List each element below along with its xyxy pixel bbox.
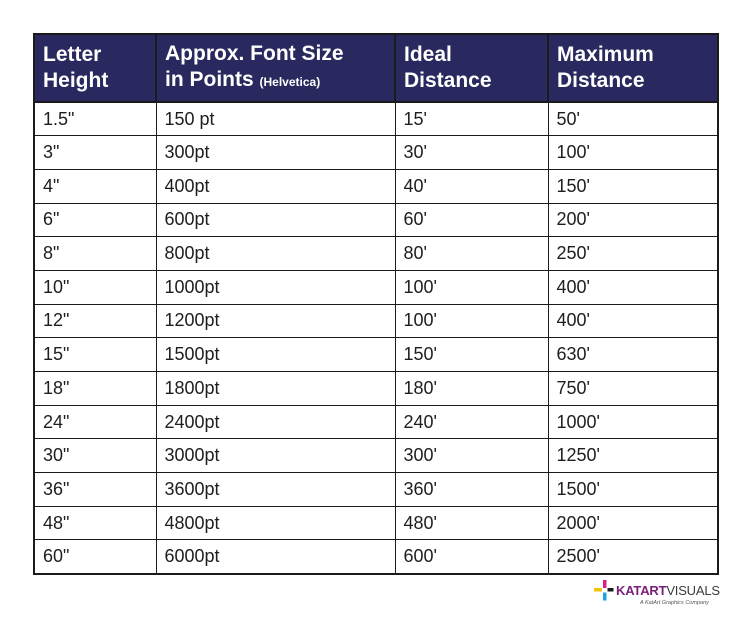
- font-size-cell: 1200pt: [156, 304, 395, 338]
- header-subnote: (Helvetica): [259, 75, 321, 89]
- ideal-distance-cell: 30': [395, 136, 548, 170]
- letter-height-cell: 36": [34, 473, 156, 507]
- maximum-distance-cell: 2000': [548, 506, 718, 540]
- header-line: Approx. Font Size: [165, 42, 344, 65]
- font-size-cell: 600pt: [156, 203, 395, 237]
- maximum-distance-cell: 750': [548, 372, 718, 406]
- logo-wordmark: [616, 584, 720, 598]
- letter-height-cell: 60": [34, 540, 156, 574]
- ideal-distance-cell: 240': [395, 405, 548, 439]
- table-row: [34, 136, 718, 170]
- font-size-distance-chart: [33, 33, 717, 575]
- font-size-cell: 4800pt: [156, 506, 395, 540]
- logo-brand-b: VISUALS: [666, 583, 720, 598]
- ideal-distance-cell: 600': [395, 540, 548, 574]
- font-size-cell: 300pt: [156, 136, 395, 170]
- table-row: [34, 540, 718, 574]
- letter-height-cell: 10": [34, 270, 156, 304]
- logo-brand-a: KATART: [616, 583, 667, 598]
- maximum-distance-cell: 250': [548, 237, 718, 271]
- font-size-cell: 1000pt: [156, 270, 395, 304]
- ideal-distance-cell: 40': [395, 169, 548, 203]
- letter-height-cell: 6": [34, 203, 156, 237]
- header-line: Letter: [43, 43, 102, 66]
- ideal-distance-cell: 15': [395, 102, 548, 136]
- maximum-distance-cell: 100': [548, 136, 718, 170]
- header-line: Distance: [557, 69, 645, 92]
- letter-height-cell: 12": [34, 304, 156, 338]
- table-row: [34, 270, 718, 304]
- header-line: Distance: [404, 69, 492, 92]
- table-header: [34, 34, 718, 102]
- table-row: [34, 102, 718, 136]
- header-maximum-distance: [548, 34, 718, 102]
- maximum-distance-cell: 1250': [548, 439, 718, 473]
- ideal-distance-cell: 100': [395, 304, 548, 338]
- letter-height-cell: 30": [34, 439, 156, 473]
- maximum-distance-cell: 400': [548, 304, 718, 338]
- table-row: [34, 338, 718, 372]
- letter-height-cell: 4": [34, 169, 156, 203]
- ideal-distance-cell: 180': [395, 372, 548, 406]
- ideal-distance-cell: 480': [395, 506, 548, 540]
- letter-height-cell: 15": [34, 338, 156, 372]
- maximum-distance-cell: 50': [548, 102, 718, 136]
- header-line: in Points: [165, 68, 254, 91]
- table-row: [34, 439, 718, 473]
- katart-visuals-logo: [594, 578, 720, 614]
- ideal-distance-cell: 300': [395, 439, 548, 473]
- table-row: [34, 304, 718, 338]
- header-line: Height: [43, 69, 109, 92]
- table-row: [34, 506, 718, 540]
- maximum-distance-cell: 1500': [548, 473, 718, 507]
- maximum-distance-cell: 400': [548, 270, 718, 304]
- letter-height-cell: 48": [34, 506, 156, 540]
- font-size-cell: 400pt: [156, 169, 395, 203]
- maximum-distance-cell: 200': [548, 203, 718, 237]
- font-size-cell: 3600pt: [156, 473, 395, 507]
- table-body: [34, 102, 718, 574]
- header-ideal-distance: [395, 34, 548, 102]
- header-line: Maximum: [557, 43, 654, 66]
- header-font-size: [156, 34, 395, 102]
- header-letter-height: [34, 34, 156, 102]
- maximum-distance-cell: 630': [548, 338, 718, 372]
- font-size-cell: 6000pt: [156, 540, 395, 574]
- table-row: [34, 237, 718, 271]
- letter-height-cell: 3": [34, 136, 156, 170]
- ideal-distance-cell: 360': [395, 473, 548, 507]
- font-size-cell: 150 pt: [156, 102, 395, 136]
- maximum-distance-cell: 150': [548, 169, 718, 203]
- letter-height-cell: 1.5": [34, 102, 156, 136]
- ideal-distance-cell: 150': [395, 338, 548, 372]
- logo-tagline: A KatArt Graphics Company: [640, 600, 709, 606]
- font-size-cell: 3000pt: [156, 439, 395, 473]
- letter-height-table: [33, 33, 719, 575]
- header-row: [34, 34, 718, 102]
- table-row: [34, 372, 718, 406]
- maximum-distance-cell: 2500': [548, 540, 718, 574]
- letter-height-cell: 18": [34, 372, 156, 406]
- ideal-distance-cell: 100': [395, 270, 548, 304]
- plus-mark-icon: [594, 580, 616, 602]
- font-size-cell: 1500pt: [156, 338, 395, 372]
- table-row: [34, 169, 718, 203]
- table-row: [34, 473, 718, 507]
- font-size-cell: 800pt: [156, 237, 395, 271]
- letter-height-cell: 8": [34, 237, 156, 271]
- table-row: [34, 405, 718, 439]
- font-size-cell: 2400pt: [156, 405, 395, 439]
- ideal-distance-cell: 80': [395, 237, 548, 271]
- ideal-distance-cell: 60': [395, 203, 548, 237]
- letter-height-cell: 24": [34, 405, 156, 439]
- table-row: [34, 203, 718, 237]
- header-line: Ideal: [404, 43, 452, 66]
- maximum-distance-cell: 1000': [548, 405, 718, 439]
- font-size-cell: 1800pt: [156, 372, 395, 406]
